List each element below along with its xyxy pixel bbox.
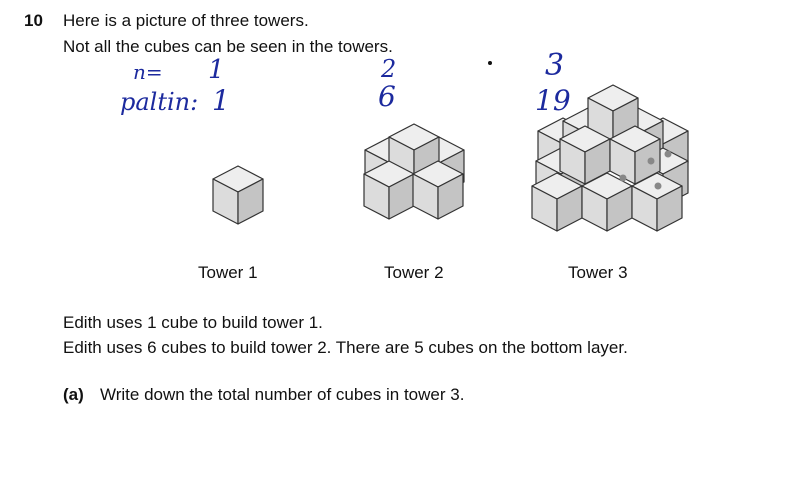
pencil-mark (620, 175, 627, 182)
handwritten-tower1-count: 1 (212, 84, 230, 117)
handwritten-pattern-label: paltin: (120, 88, 199, 116)
part-a-question: Write down the total number of cubes in tower 3. (100, 385, 465, 404)
tower-3-figure (528, 78, 698, 248)
tower-2-cube-front-left (364, 161, 414, 219)
handwritten-tower3-count: 19 (535, 84, 571, 117)
tower-3-label: Tower 3 (568, 263, 628, 282)
tower-1-figure (205, 158, 275, 238)
handwritten-tower2-n: 2 (381, 55, 397, 83)
question-number: 10 (24, 11, 43, 30)
part-a-label: (a) (63, 385, 84, 404)
question-intro-line: Here is a picture of three towers. (63, 11, 309, 30)
tower-2-figure (356, 116, 476, 236)
tower-3-cube-front-right (632, 173, 682, 231)
tower-3-cube-front-left (532, 173, 582, 231)
pencil-mark (648, 158, 655, 165)
tower-3-cube-front-centre (582, 173, 632, 231)
tower-1-label: Tower 1 (198, 263, 258, 282)
tower-2-label: Tower 2 (384, 263, 444, 282)
tower-2-cube-front-right (413, 161, 463, 219)
question-subtitle-line: Not all the cubes can be seen in the towers. (63, 37, 393, 56)
pen-mark (488, 61, 492, 65)
edith-tower2-text: Edith uses 6 cubes to build tower 2. There are 5 cubes on the bottom layer. (63, 338, 628, 357)
tower-1-cube (213, 166, 263, 224)
pencil-mark (655, 183, 662, 190)
handwritten-tower3-n: 3 (545, 48, 565, 83)
pencil-mark (665, 151, 672, 158)
handwritten-tower1-n: 1 (208, 55, 225, 85)
handwritten-n-label: n= (133, 60, 163, 84)
handwritten-tower2-count: 6 (378, 80, 396, 113)
edith-tower1-text: Edith uses 1 cube to build tower 1. (63, 313, 323, 332)
